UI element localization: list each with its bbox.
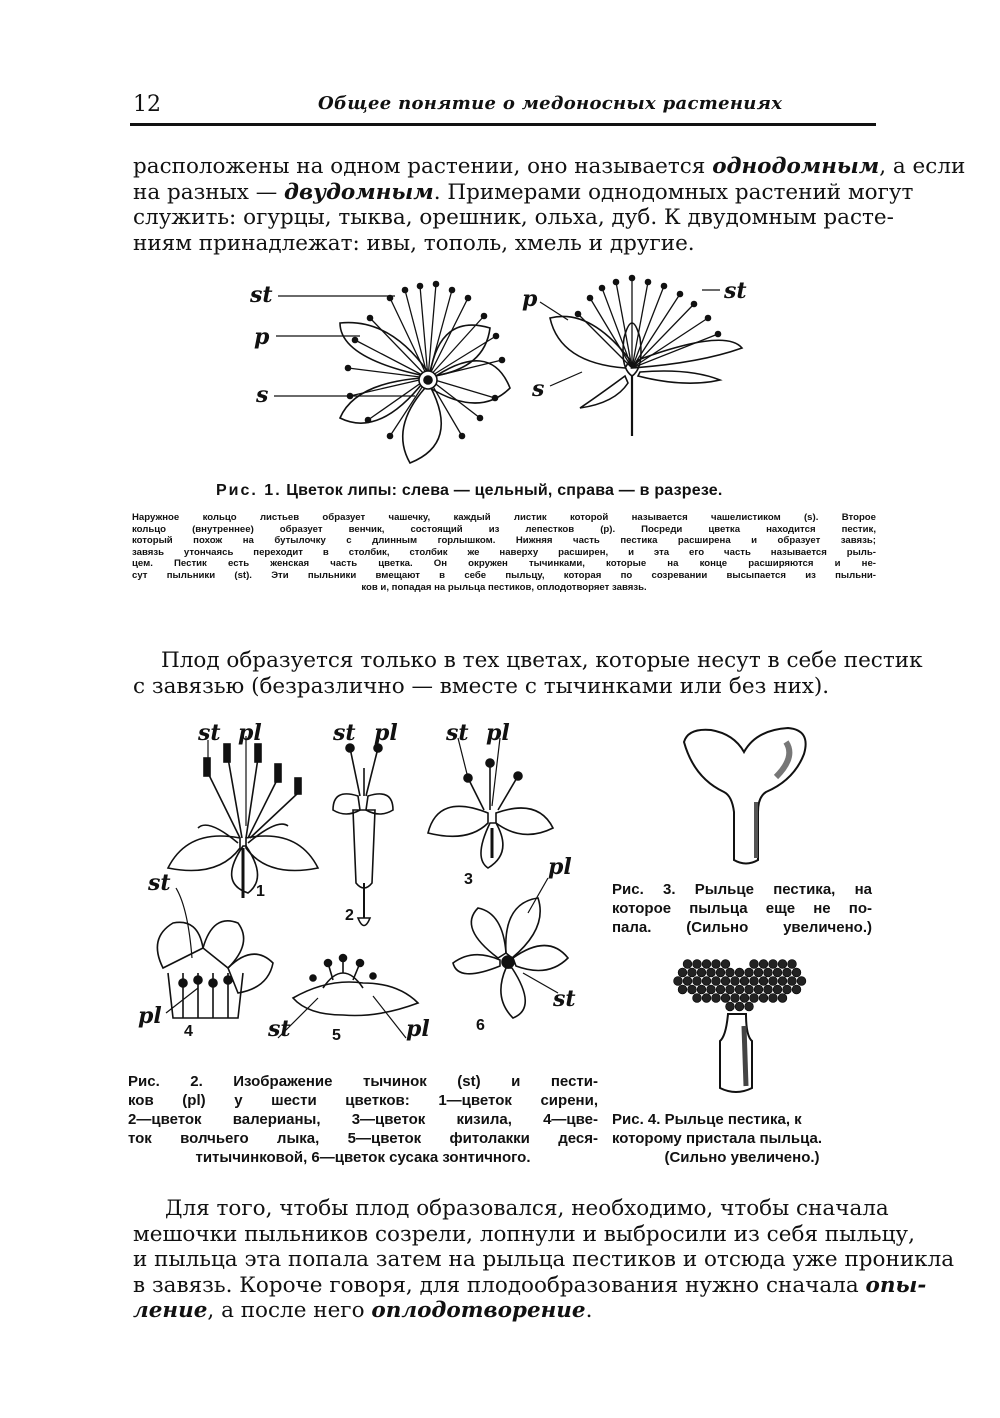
pollen-grain [693,960,702,969]
p3-line-5: ление, а после него оплодотворение. [133,1298,593,1323]
fig2-number-3: 3 [464,871,473,888]
pollen-grain [754,968,763,977]
flower-3-dogwood [428,738,553,868]
pollen-grain [678,985,687,994]
figure-1-linden-flower-section [520,268,760,448]
pollen-grain [745,968,754,977]
fig2-label-st: st [333,720,356,746]
fig2-label-st: st [268,1016,291,1042]
pollen-grain [769,994,778,1003]
running-title: Общее понятие о медоносных растениях [318,93,783,114]
pollen-grain [716,968,725,977]
pollen-grain [726,985,735,994]
fig1-desc-line: Наружное кольцо листьев образует чашечку, каждый листик которой называется чашелистиком (s). Второе [132,512,876,523]
fig4-caption-line: Рис. 4. Рыльце пестика, к [612,1111,802,1128]
pollen-grain [788,960,797,969]
p3-line-3: и пыльца эта попала затем на рыльца пестиков и отсюда уже проникла [133,1247,955,1272]
page-number: 12 [133,92,161,117]
fig2-caption-line: ков (pl) у шести цветков: 1—цветок сирени, [128,1092,598,1109]
fig1-desc-line: сут пыльники (st). Эти пыльники вмещают в себе пыльцу, которая по созревании высыпается из пыльни- [132,569,876,581]
fig3-caption-line: которое пыльца еще не по- [612,900,872,917]
pollen-grain [683,977,692,986]
pollen-grain [778,960,787,969]
pollen-grain [683,960,692,969]
fig1-label-st-right: st [724,278,747,304]
pollen-grain [740,994,749,1003]
pollen-grain [688,968,697,977]
p3-line-1: Для того, чтобы плод образовался, необходимо, чтобы сначала [165,1196,889,1221]
pollen-grain [797,977,806,986]
flower-1-lilac [168,736,318,898]
fig2-caption-line: 2—цветок валерианы, 3—цветок кизила, 4—цве- [128,1111,598,1128]
p3-line-4: в завязь. Короче говоря, для плодообразования нужно сначала опы- [133,1272,927,1298]
fig1-label-st-left: st [250,282,273,308]
pollen-grain [707,985,716,994]
p1-line-2: на разных — двудомным. Примерами однодомных растений могут [133,179,914,205]
pollen-grain [693,994,702,1003]
p1-line-1: расположены на одном растении, оно называется однодомным, а если [133,154,966,179]
fig2-number-5: 5 [332,1027,341,1044]
pollen-grain [764,985,773,994]
fig2-number-4: 4 [184,1023,193,1040]
pollen-grain [731,977,740,986]
p1-line-4: ниям принадлежат: ивы, тополь, хмель и другие. [133,230,695,256]
p3-line-2: мешочки пыльников созрели, лопнули и выбросили из себя пыльцу, [133,1221,915,1247]
pollen-grain [702,960,711,969]
fig2-caption-line: титычинковой, 6—цветок сусака зонтичного. [195,1149,531,1166]
fig2-label-st: st [553,986,576,1012]
pollen-grain [712,977,721,986]
fig1-label-s-left: s [256,382,269,408]
fig2-label-pl: pl [406,1016,430,1042]
pollen-grain [693,977,702,986]
figure-3-caption [612,880,872,937]
pollen-grain [783,968,792,977]
pollen-grain [731,994,740,1003]
paragraph-3 [133,1196,955,1324]
pollen-grain [726,968,735,977]
fig1-desc-line: кольцо (внутреннее) образует венчик, состоящий из лепестков (p). Посреди цветка находится пестик, [132,523,876,535]
pollen-grain [769,977,778,986]
fig2-caption-line: Рис. 2. Изображение тычинок (st) и пести- [128,1073,598,1090]
fig2-label-st: st [148,870,171,896]
fig2-number-6: 6 [476,1017,485,1034]
fig2-label-pl: pl [374,720,398,746]
pollen-grain [721,960,730,969]
fig2-label-pl: pl [486,720,510,746]
header-rule [130,123,876,126]
pollen-grain [759,960,768,969]
pollen-grain [769,960,778,969]
pollen-grain [735,968,744,977]
p2-line-2: с завязью (безразлично — вместе с тычинками или без них). [133,673,830,699]
flower-6-flowering-rush [453,878,568,1018]
pollen-grain [674,977,683,986]
pollen-grain [792,968,801,977]
figure-1-caption: Рис. 1. Цветок липы: слева — цельный, справа — в разрезе. [216,482,723,499]
fig2-caption-line: ток волчьего лыка, 5—цветок фитолакки деся- [128,1130,598,1147]
fig2-number-1: 1 [256,883,265,900]
pollen-grain [697,968,706,977]
flower-5-phytolacca [278,955,418,1039]
pollen-grain [745,985,754,994]
pollen-grain [783,985,792,994]
pollen-grain [721,994,730,1003]
figure-2-six-flowers [128,718,598,1058]
pollen-grain [712,960,721,969]
fig2-label-st: st [198,720,221,746]
pollen-grain [712,994,721,1003]
pollen-grain [792,985,801,994]
fig1-label-s-right: s [532,376,545,402]
pollen-grain [745,1002,754,1011]
paragraph-2 [133,648,923,699]
pollen-grain [702,994,711,1003]
pollen-grain [735,985,744,994]
pollen-grain [750,994,759,1003]
pollen-grain [778,977,787,986]
pollen-grains [674,960,806,1011]
pollen-grain [759,994,768,1003]
pollen-grain [702,977,711,986]
pollen-grain [788,977,797,986]
fig4-caption-line: которому пристала пыльца. [612,1130,822,1147]
figure-3-stigma-clean [676,722,816,872]
pollen-grain [726,1002,735,1011]
pollen-grain [716,985,725,994]
pollen-grain [764,968,773,977]
pollen-grain [759,977,768,986]
fig2-label-st: st [446,720,469,746]
fig4-caption-line: (Сильно увеличено.) [664,1149,820,1166]
pollen-grain [773,985,782,994]
fig3-caption-line: Рис. 3. Рыльце пестика, на [612,881,872,898]
fig2-label-pl: pl [138,1003,162,1029]
paragraph-1 [133,154,966,256]
pollen-grain [754,985,763,994]
fig1-desc-line: завязь утончаясь переходит в столбик, столбик же наверху расширен, и эта его часть называется рыль- [132,546,876,558]
flower-2-valerian [333,744,393,926]
figure-1-description [132,512,876,593]
fig2-number-2: 2 [345,907,354,924]
pollen-grain [750,960,759,969]
fig2-label-pl: pl [548,854,572,880]
pollen-grain [740,977,749,986]
fig3-caption-line: пала. (Сильно увеличено.) [612,919,872,936]
fig1-desc-line: ков и, попадая на рыльца пестиков, оплодотворяет завязь. [361,581,647,593]
figure-2-caption [128,1072,598,1167]
fig1-desc-line: цем. Пестик есть женская часть цветка. Он окружен тычинками, которые на конце расширяются и не- [132,558,876,570]
p2-line-1: Плод образуется только в тех цветах, которые несут в себе пестик [161,648,923,673]
fig1-label-p-right: p [522,286,538,312]
figure-4-stigma-with-pollen [668,956,828,1096]
pollen-grain [697,985,706,994]
fig1-label-p-left: p [254,324,270,350]
fig2-label-pl: pl [238,720,262,746]
pollen-grain [773,968,782,977]
pollen-grain [678,968,687,977]
pollen-grain [750,977,759,986]
pollen-grain [778,994,787,1003]
figure-4-caption [612,1110,872,1167]
fig1-desc-line: который похож на бутылочку с длинным горлышком. Нижняя часть пестика расширена и образует завязь; [132,535,876,547]
pollen-grain [735,1002,744,1011]
pollen-grain [707,968,716,977]
pollen-grain [688,985,697,994]
flower-4-daphne [157,888,273,1018]
pollen-grain [721,977,730,986]
p1-line-3: служить: огурцы, тыква, орешник, ольха, дуб. К двудомным расте- [133,205,894,230]
figure-1-linden-flower-whole [240,268,530,468]
